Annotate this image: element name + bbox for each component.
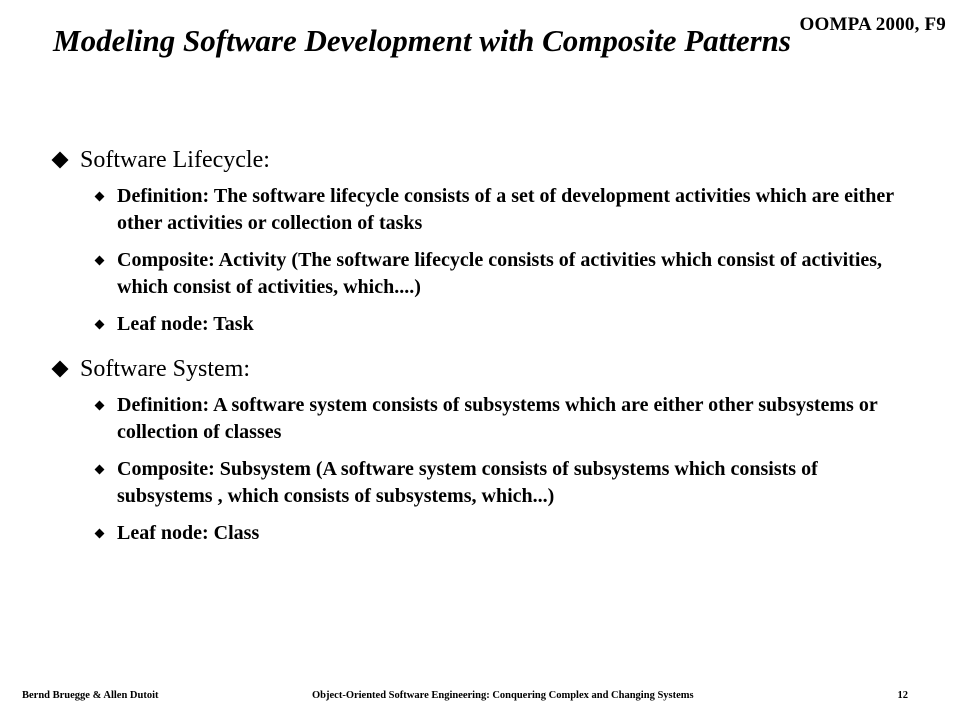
sub-bullet-list	[50, 183, 910, 338]
diamond-bullet-icon	[52, 361, 69, 378]
small-diamond-bullet-icon	[95, 401, 105, 411]
small-diamond-bullet-icon	[95, 192, 105, 202]
section-software-lifecycle	[50, 143, 910, 338]
list-item-text: Leaf node: Task	[117, 313, 254, 335]
small-diamond-bullet-icon	[95, 320, 105, 330]
section-software-system	[50, 352, 910, 547]
sub-bullet-list	[50, 392, 910, 547]
list-item	[96, 392, 910, 446]
list-item	[96, 456, 910, 510]
list-item-text: Composite: Subsystem (A software system consists of subsystems which consists of subsystems , which consists of subsystems, which...)	[117, 458, 818, 507]
list-item-text: Leaf node: Class	[117, 522, 260, 544]
slide-title: Modeling Software Development with Composite Patterns	[53, 23, 791, 58]
list-item-text: Definition: The software lifecycle consists of a set of development activities which are either other activities or collection of tasks	[117, 185, 894, 234]
list-item-text: Definition: A software system consists of subsystems which are either other subsystems or collection of classes	[117, 394, 878, 443]
footer-authors: Bernd Bruegge & Allen Dutoit	[22, 690, 159, 701]
section-heading-row	[50, 352, 910, 386]
list-item	[96, 520, 910, 547]
list-item-text: Composite: Activity (The software lifecycle consists of activities which consist of activities, which consist of activities, which....)	[117, 249, 883, 298]
small-diamond-bullet-icon	[95, 465, 105, 475]
list-item	[96, 183, 910, 237]
slide-footer	[0, 690, 960, 706]
footer-book-title: Object-Oriented Software Engineering: Conquering Complex and Changing Systems	[312, 690, 694, 701]
list-item	[96, 311, 910, 338]
small-diamond-bullet-icon	[95, 529, 105, 539]
section-heading: Software System:	[80, 356, 250, 382]
course-tag: OOMPA 2000, F9	[799, 14, 946, 35]
list-item	[96, 247, 910, 301]
section-heading: Software Lifecycle:	[80, 147, 270, 173]
slide-content	[50, 143, 910, 547]
small-diamond-bullet-icon	[95, 256, 105, 266]
footer-page-number: 12	[897, 690, 908, 701]
section-heading-row	[50, 143, 910, 177]
diamond-bullet-icon	[52, 152, 69, 169]
